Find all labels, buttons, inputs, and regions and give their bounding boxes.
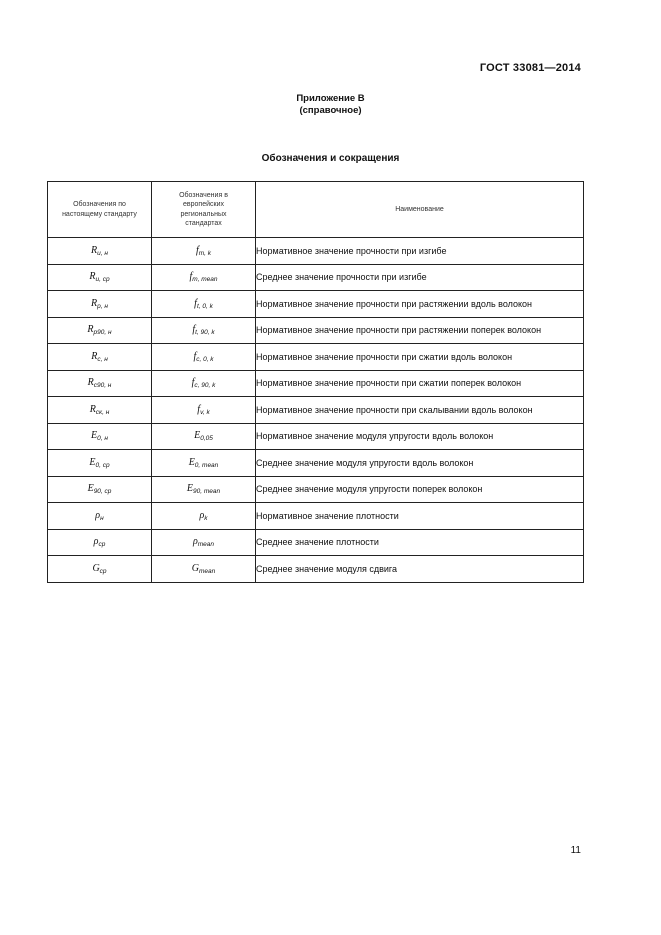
european-symbol: [152, 344, 256, 371]
symbol-letter: f: [194, 297, 197, 309]
symbol-letter: E: [188, 456, 195, 468]
table-row: [48, 450, 584, 477]
national-symbol: [48, 556, 152, 583]
european-symbol: [152, 317, 256, 344]
european-symbol: [152, 529, 256, 556]
symbol-letter: R: [91, 350, 98, 362]
symbol-description: Среднее значение модуля сдвига: [256, 556, 584, 583]
symbol-letter: E: [194, 430, 201, 442]
national-symbol: [48, 291, 152, 318]
symbol-letter: f: [192, 324, 196, 336]
table-row: [48, 503, 584, 530]
table-row: [48, 370, 584, 397]
symbol-description: Нормативное значение прочности при растяжении вдоль волокон: [256, 291, 584, 318]
symbol-subscript: ск, н: [95, 408, 110, 416]
national-symbol: [48, 503, 152, 530]
symbol-letter: f: [193, 350, 197, 362]
national-symbol: [48, 370, 152, 397]
table-row: [48, 397, 584, 424]
symbol-letter: R: [89, 403, 96, 415]
table-row: [48, 264, 584, 291]
symbol-description: Среднее значение модуля упругости поперек волокон: [256, 476, 584, 503]
symbol-subscript: k: [204, 514, 208, 522]
symbol-letter: f: [191, 377, 195, 389]
table-row: [48, 291, 584, 318]
table-row: [48, 423, 584, 450]
european-symbol: [152, 423, 256, 450]
european-symbol: [152, 556, 256, 583]
table-row: [48, 317, 584, 344]
national-symbol: [48, 529, 152, 556]
symbol-subscript: v, k: [200, 408, 210, 416]
symbol-letter: R: [87, 324, 94, 336]
symbol-letter: ρ: [95, 509, 101, 521]
table-row: [48, 476, 584, 503]
section-title: Обозначения и сокращения: [261, 153, 400, 164]
european-symbol: [152, 238, 256, 265]
symbol-letter: ρ: [199, 509, 205, 521]
column-header-name: Наименование: [256, 182, 584, 238]
symbol-description: Нормативное значение прочности при сжатии вдоль волокон: [256, 344, 584, 371]
symbol-subscript: 90, mean: [193, 488, 221, 496]
european-symbol: [152, 264, 256, 291]
symbol-subscript: 90, ср: [93, 488, 112, 496]
european-symbol: [152, 503, 256, 530]
european-symbol: [152, 291, 256, 318]
symbol-description: Среднее значение модуля упругости вдоль волокон: [256, 450, 584, 477]
symbol-letter: f: [195, 244, 199, 256]
symbol-subscript: 0, mean: [194, 461, 219, 469]
symbol-subscript: 0, н: [97, 435, 108, 443]
symbol-letter: E: [186, 483, 193, 495]
symbol-description: Нормативное значение плотности: [256, 503, 584, 530]
symbol-subscript: р90, н: [93, 329, 112, 337]
symbol-subscript: c, 90, k: [194, 382, 216, 390]
symbol-subscript: ср: [98, 541, 106, 549]
national-symbol: [48, 476, 152, 503]
symbol-subscript: m, k: [198, 249, 212, 257]
appendix-title: Приложение В: [296, 93, 365, 104]
table-row: [48, 556, 584, 583]
national-symbol: [48, 344, 152, 371]
table-row: [48, 344, 584, 371]
symbol-subscript: 0,05: [200, 435, 213, 443]
symbol-description: Нормативное значение прочности при растяжении поперек волокон: [256, 317, 584, 344]
symbol-letter: ρ: [192, 536, 198, 548]
symbol-description: Нормативное значение прочности при сжатии поперек волокон: [256, 370, 584, 397]
symbol-subscript: u, ср: [95, 276, 110, 284]
national-symbol: [48, 317, 152, 344]
column-header-european: Обозначения в европейских региональных стандартах: [152, 182, 256, 238]
national-symbol: [48, 423, 152, 450]
appendix-heading: [0, 93, 661, 117]
column-header-national: Обозначения по настоящему стандарту: [48, 182, 152, 238]
symbol-description: Нормативное значение модуля упругости вдоль волокон: [256, 423, 584, 450]
national-symbol: [48, 397, 152, 424]
european-symbol: [152, 397, 256, 424]
symbols-table: [47, 181, 584, 583]
symbol-subscript: t, 90, k: [195, 329, 215, 337]
symbol-subscript: t, 0, k: [196, 302, 213, 310]
symbol-description: Нормативное значение прочности при изгибе: [256, 238, 584, 265]
european-symbol: [152, 450, 256, 477]
page-number: 11: [570, 845, 581, 856]
table-body: [48, 238, 584, 583]
national-symbol: [48, 264, 152, 291]
symbol-letter: E: [89, 456, 96, 468]
appendix-note: (справочное): [299, 105, 362, 116]
european-symbol: [152, 370, 256, 397]
symbol-letter: G: [191, 562, 199, 574]
symbol-letter: E: [87, 483, 94, 495]
symbol-description: Среднее значение прочности при изгибе: [256, 264, 584, 291]
symbol-subscript: mean: [198, 567, 216, 575]
table-row: [48, 529, 584, 556]
symbol-subscript: р, н: [97, 302, 108, 310]
symbol-letter: R: [89, 271, 96, 283]
european-symbol: [152, 476, 256, 503]
symbol-letter: R: [91, 244, 98, 256]
symbol-letter: R: [87, 377, 94, 389]
symbol-subscript: u, н: [97, 249, 108, 257]
symbol-letter: R: [91, 297, 98, 309]
symbol-subscript: mean: [197, 541, 215, 549]
national-symbol: [48, 450, 152, 477]
national-symbol: [48, 238, 152, 265]
document-number: ГОСТ 33081—2014: [479, 62, 581, 74]
symbol-letter: ρ: [93, 536, 99, 548]
symbol-subscript: с, н: [97, 355, 108, 363]
symbol-description: Нормативное значение прочности при скалывании вдоль волокон: [256, 397, 584, 424]
symbol-subscript: c, 0, k: [196, 355, 214, 363]
symbol-letter: f: [189, 271, 193, 283]
symbol-letter: f: [197, 403, 201, 415]
symbol-description: Среднее значение плотности: [256, 529, 584, 556]
symbol-subscript: 0, ср: [95, 461, 110, 469]
symbol-subscript: с90, н: [93, 382, 112, 390]
symbol-letter: G: [92, 562, 100, 574]
symbol-subscript: н: [100, 514, 104, 522]
symbol-subscript: m, mean: [192, 276, 218, 284]
symbol-subscript: ср: [99, 567, 107, 575]
symbol-letter: E: [91, 430, 98, 442]
table-header-row: [48, 182, 584, 238]
table-row: [48, 238, 584, 265]
